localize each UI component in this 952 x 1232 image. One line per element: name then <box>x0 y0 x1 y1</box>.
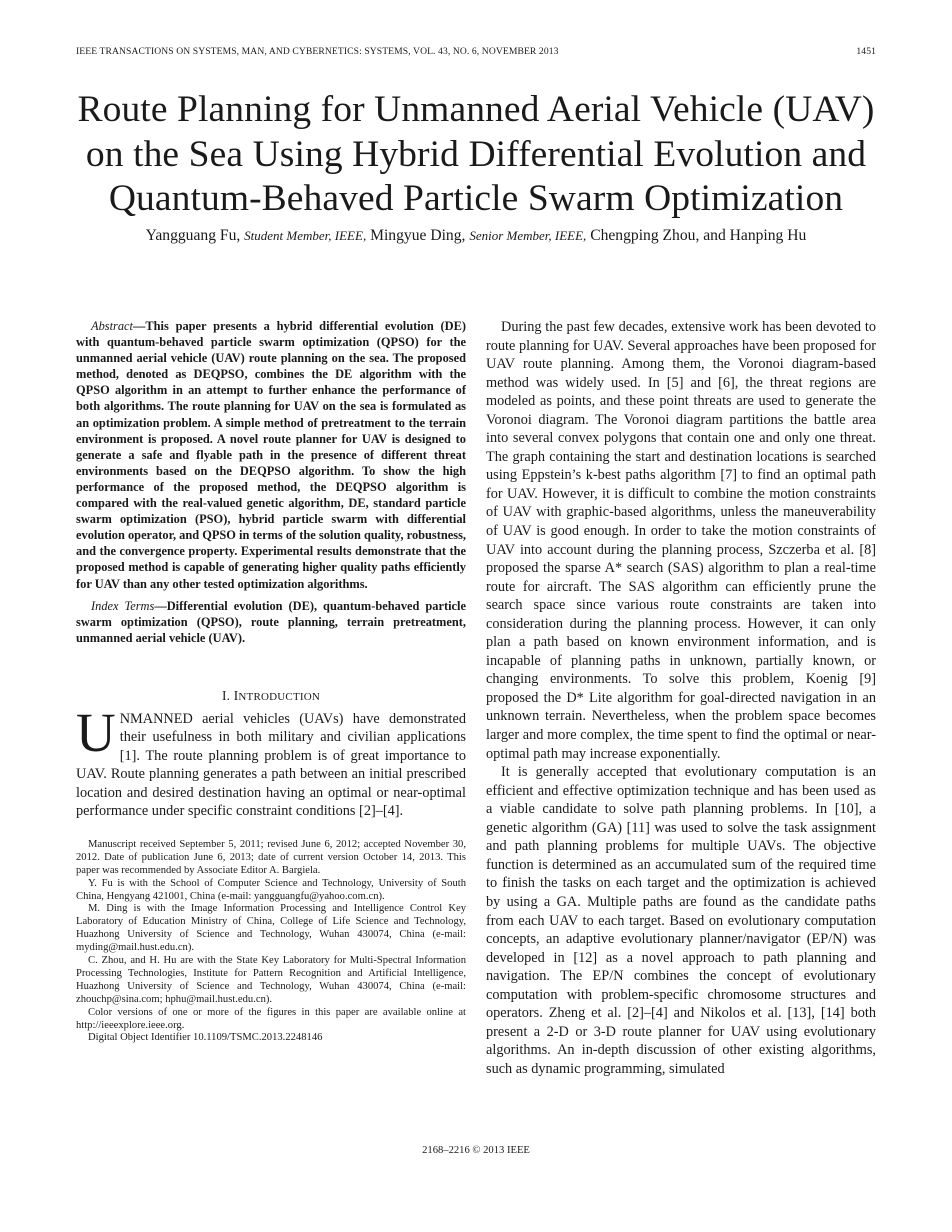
body-paragraph: It is generally accepted that evolutionary computation is an efficient and effective optimization technique and has been used as a viable candidate to solve path planning problems. In [10], a genetic algorithm (GA) [11] was used to solve the task assignment and path planning problems for multiple UAVs. The objective function is determined as an accumulated sum of the required time to finish the tasks on each target and the optimization is achieved by using a GA. Multiple paths are found as the candidate paths from each UAV to each target. Based on evolutionary computation concepts, an adaptive evolutionary planner/navigator (EP/N) was developed in [12] as a novel approach to path planning and navigation. The EP/N combines the concept of evolutionary computation with problem-specific chromosome structures and operators. Zheng et al. [2]–[4] and Nikolos et al. [13], [14] both present a 2-D or 3-D route planner for UAV using evolutionary algorithms. An in-depth discussion of other existing algorithms, such as dynamic programming, simulated <box>486 764 876 1077</box>
footnote: M. Ding is with the Image Information Processing and Intelligence Control Key Laboratory of Education Ministry of China, College of Life Science and Technology, Huazhong University of Science and Technology, Wuhan 430074, China (e-mail: myding@mail.hust.edu.cn). <box>76 903 466 954</box>
index-terms-text: —Differential evolution (DE), quantum-behaved particle swarm optimization (QPSO), route planning, terrain pretreatment, unmanned aerial vehicle (UAV). <box>76 598 466 645</box>
paper-title <box>40 88 912 222</box>
journal-name: IEEE TRANSACTIONS ON SYSTEMS, MAN, AND CYBERNETICS: SYSTEMS, VOL. 43, NO. 6, NOVEMBER 2013 <box>76 46 559 57</box>
index-terms <box>76 598 466 646</box>
abstract <box>76 318 466 592</box>
author-list <box>40 226 912 246</box>
title-line: on the Sea Using Hybrid Differential Evolution and <box>85 133 867 175</box>
author-name: Mingyue Ding, <box>370 227 466 244</box>
title-line: Route Planning for Unmanned Aerial Vehicle (UAV) <box>77 89 875 130</box>
running-head <box>76 46 876 60</box>
footnote: C. Zhou, and H. Hu are with the State Key Laboratory for Multi-Spectral Information Processing Technologies, Institute for Pattern Recognition and Artificial Intelligence, Huazhong University of Science and Technology, Wuhan 430074, China (e-mail: zhouchp@sina.com; hphu@mail.hust.edu.cn). <box>76 955 466 1005</box>
drop-cap: U <box>76 701 116 763</box>
author-membership: Student Member, IEEE, <box>244 228 367 243</box>
index-terms-label: Index Terms <box>91 598 155 613</box>
footnote: Digital Object Identifier 10.1109/TSMC.2013.2248146 <box>88 1032 323 1044</box>
intro-text: NMANNED aerial vehicles (UAVs) have demonstrated their usefulness in both military and civilian applications [1]. The route planning problem is of great importance to UAV. Route planning generates a path between an initial prescribed location and desired destination having an optimal or near-optimal performance under specific constraint conditions [2]–[4]. <box>76 710 466 820</box>
section-numeral: I. <box>221 687 234 703</box>
section-title-rest: NTRODUCTION <box>238 690 321 703</box>
abstract-label: Abstract <box>91 319 133 333</box>
footnote: Manuscript received September 5, 2011; revised June 6, 2012; accepted November 30, 2012. Date of publication June 6, 2013; date of current version October 14, 2013. This paper was recommended by Associate Editor A. Bargiela. <box>76 838 466 876</box>
body-paragraph: During the past few decades, extensive work has been devoted to route planning for UAV. Several approaches have been proposed for UAV route planning. Among them, the Voronoi diagram-based method was widely used. In [5] and [6], the threat regions are modeled as points, and these point threats are used to generate the Voronoi diagram. The Voronoi diagram partitions the battle area into several convex polygons that contain one and only one threat. The graph containing the start and destination locations is searched using Eppstein’s k-best paths algorithm [7] to find an optimal path for UAV. However, it is difficult to combine the motion constraints of UAV with graphic-based algorithms, unless the maneuverability of UAV is good enough. In order to take the motion constraints of UAV into account during the planning process, Szczerba et al. [8] proposed the sparse A* search (SAS) algorithm to plan a real-time route for aircraft. The SAS algorithm can efficiently prune the search space since various route constraints are taken into consideration during the planning process. However, it can only plan a path based on known environment information, and is incapable of planning paths in unknown, partially known, or changing environments. To solve this problem, Koenig [9] proposed the D* Lite algorithm for goal-directed navigation in an unknown terrain. Nevertheless, when the problem space becomes larger and more complex, the time spent to find the optimal or near-optimal path may increase exponentially. <box>486 319 876 762</box>
author-name: Yangguang Fu, <box>145 227 241 244</box>
footnote: Y. Fu is with the School of Computer Science and Technology, University of South China, Hengyang 421001, China (e-mail: yangguangfu@yahoo.com.cn). <box>76 877 466 902</box>
footnote: Color versions of one or more of the figures in this paper are available online at http://ieeexplore.ieee.org. <box>76 1006 466 1031</box>
intro-paragraph <box>76 701 466 821</box>
page-number: 1451 <box>856 46 876 57</box>
abstract-text: —This paper presents a hybrid differential evolution (DE) with quantum-behaved particle swarm optimization (QPSO) for the unmanned aerial vehicle (UAV) route planning on the sea. The proposed method, denoted as DEQPSO, combines the DE algorithm with the QPSO algorithm in an attempt to further enhance the performance of both algorithms. The route planning for UAV on the sea is formulated as an optimization problem. A simple method of pretreatment to the terrain environment is proposed. A novel route planner for UAV is designed to generate a safe and flyable path in the presence of different threat environments based on the DEQPSO algorithm. To show the high performance of the proposed method, the DEQPSO algorithm is compared with the real-valued genetic algorithm, DE, standard particle swarm optimization (PSO), hybrid particle swarm with differential evolution operator, and QPSO in terms of the solution quality, robustness, and the convergence property. Experimental results demonstrate that the proposed method is capable of generating higher quality paths efficiently for UAV than any other tested optimization algorithms. <box>76 319 467 591</box>
section-heading <box>76 688 466 704</box>
right-column <box>486 318 876 1078</box>
page-footer: 2168–2216 © 2013 IEEE <box>422 1145 530 1156</box>
left-column <box>76 318 466 1045</box>
author-name: Chengping Zhou, and Hanping Hu <box>590 227 807 244</box>
footnotes <box>76 839 466 1046</box>
author-membership: Senior Member, IEEE, <box>469 228 587 243</box>
section-title-initial: I <box>233 687 239 703</box>
title-line: Quantum-Behaved Particle Swarm Optimization <box>108 178 844 219</box>
